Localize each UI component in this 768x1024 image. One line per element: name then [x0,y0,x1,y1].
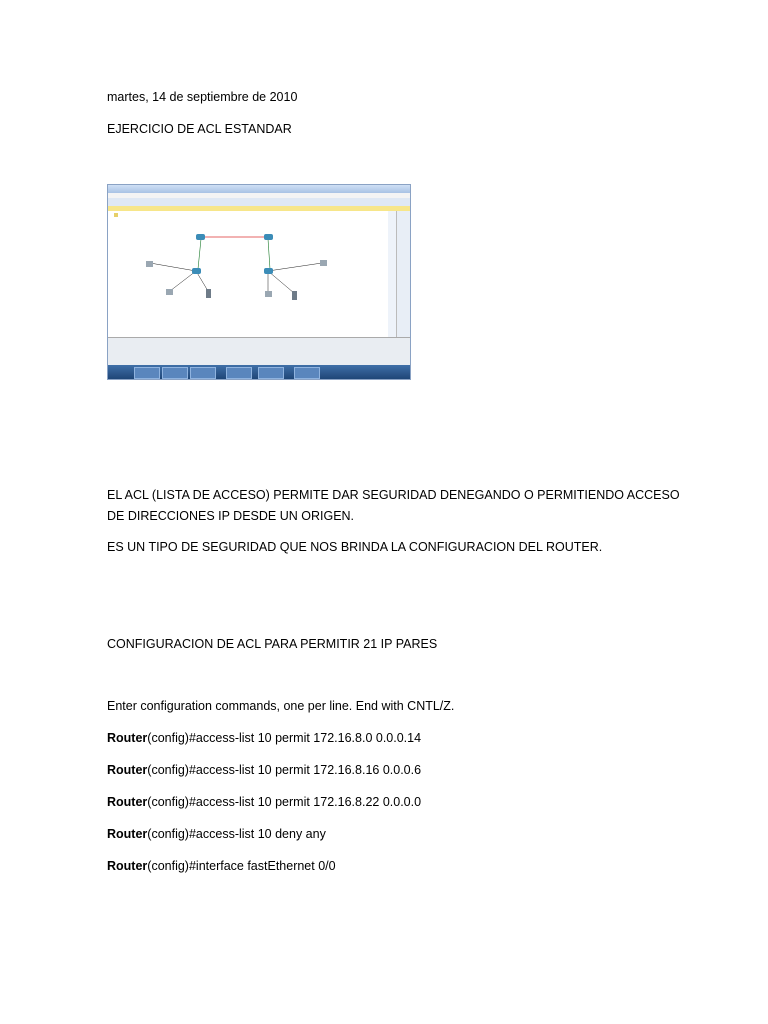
packet-tracer-screenshot [107,184,411,380]
taskbar-button [258,367,284,379]
device-panel [108,337,410,366]
paragraph-security: ES UN TIPO DE SEGURIDAD QUE NOS BRINDA LA CONFIGURACION DEL ROUTER. [107,540,603,554]
command-line [107,731,421,745]
router1-icon [264,234,273,240]
command-text: (config)#access-list 10 deny any [147,827,326,841]
taskbar-button [226,367,252,379]
taskbar-button [294,367,320,379]
server-icon [206,289,211,298]
window-toolbar [108,198,410,206]
command-prefix: Router [107,827,148,841]
taskbar-button [162,367,188,379]
command-line [107,763,421,777]
command-line [107,859,336,873]
switch0-icon [192,268,201,274]
router0-icon [196,234,205,240]
server-icon [292,291,297,300]
taskbar-button [134,367,160,379]
tools-panel [396,211,411,337]
pc-icon [166,289,173,295]
pc-icon [320,260,327,266]
section-heading: CONFIGURACION DE ACL PARA PERMITIR 21 IP PARES [107,637,438,651]
command-prefix: Router [107,795,148,809]
folder-icon [114,213,118,217]
topology-links [108,211,388,337]
paragraph-acl-line2: DE DIRECCIONES IP DESDE UN ORIGEN. [107,509,355,523]
window-titlebar [108,185,410,193]
command-text: (config)#access-list 10 permit 172.16.8.0 0.0.0.14 [147,731,422,745]
switch1-icon [264,268,273,274]
paragraph-acl-line1: EL ACL (LISTA DE ACCESO) PERMITE DAR SEGURIDAD DENEGANDO O PERMITIENDO ACCESO [107,488,680,502]
taskbar-button [190,367,216,379]
command-text: (config)#access-list 10 permit 172.16.8.22 0.0.0.0 [147,795,422,809]
page-title: EJERCICIO DE ACL ESTANDAR [107,122,292,136]
command-line [107,795,421,809]
command-prefix: Router [107,763,148,777]
command-prefix: Router [107,859,148,873]
pc-icon [265,291,272,297]
date-line: martes, 14 de septiembre de 2010 [107,90,298,104]
command-prefix: Router [107,731,148,745]
pc-icon [146,261,153,267]
command-text: (config)#access-list 10 permit 172.16.8.16 0.0.0.6 [147,763,422,777]
intro-command: Enter configuration commands, one per line. End with CNTL/Z. [107,699,455,713]
command-line [107,827,326,841]
command-text: (config)#interface fastEthernet 0/0 [147,859,336,873]
